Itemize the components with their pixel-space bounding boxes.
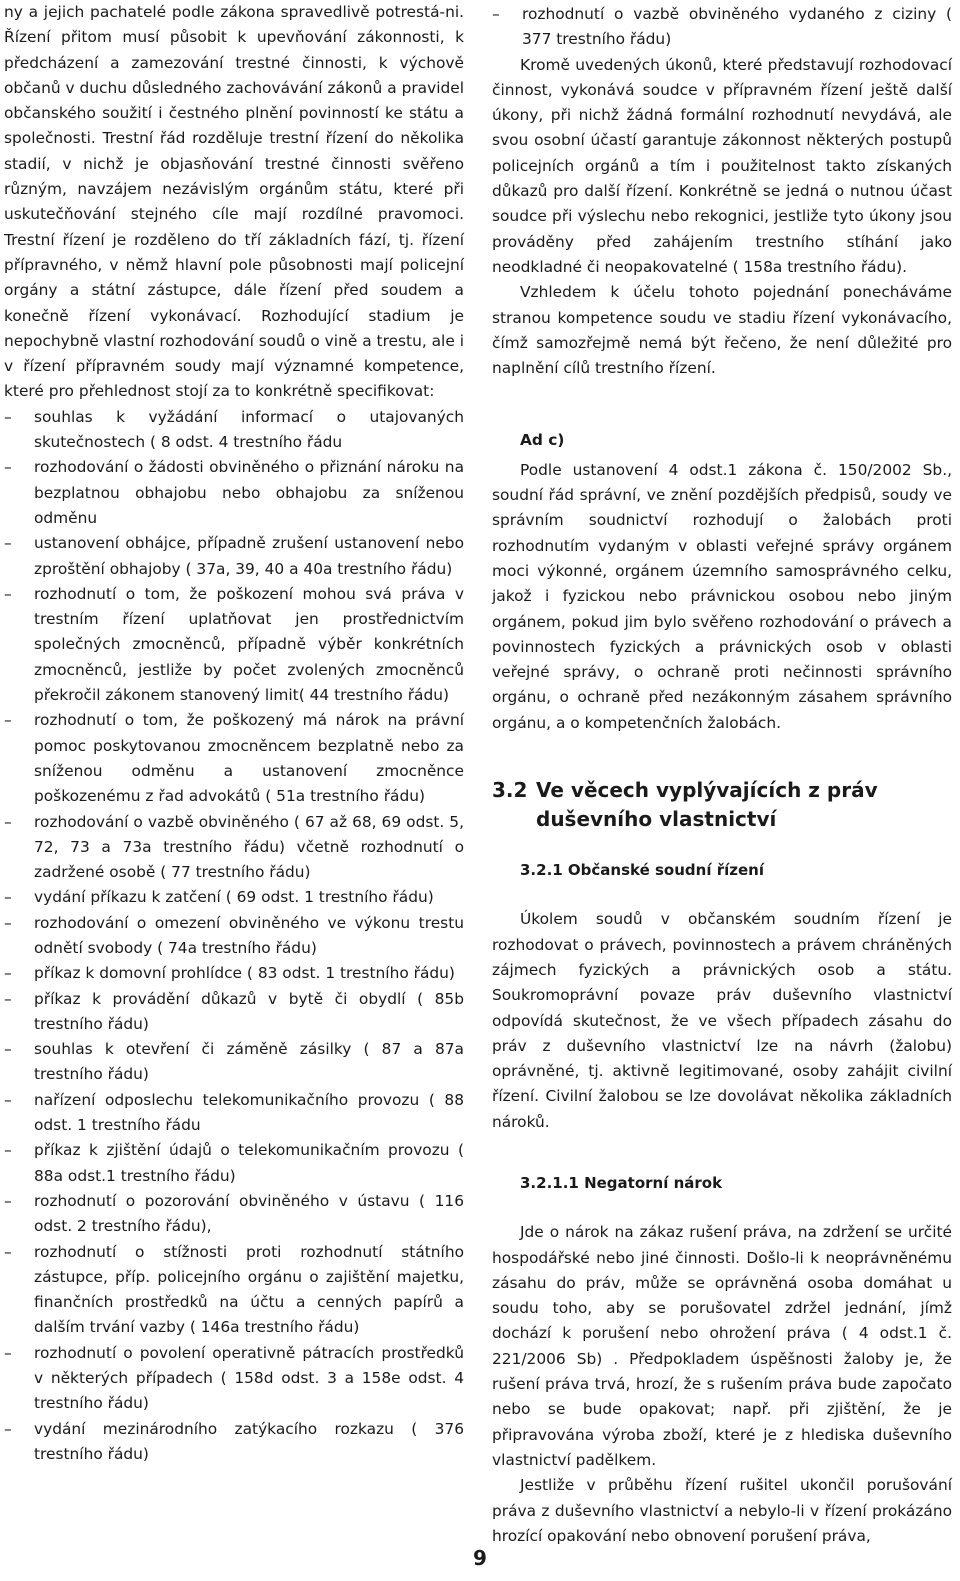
list-item: – rozhodnutí o tom, že poškozený má nárok na právní pomoc poskytovanou zmocněncem bezplatně nebo za sníženou odměnu a ustanovení zmocněnce poškozenému z řad advokátů ( 51a trestního řádu) [4,708,464,809]
list-item: – nařízení odposlechu telekomunikačního provozu ( 88 odst. 1 trestního řádu [4,1088,464,1139]
list-item: – souhlas k vyžádání informací o utajovaných skutečnostech ( 8 odst. 4 trestního řádu [4,405,464,456]
section-heading-3-2 [492,776,952,834]
paragraph-infringer-stopped: Jestliže v průběhu řízení rušitel ukončil porušování práva z duševního vlastnictví a nebylo-li v řízení prokázáno hrozící opakování nebo obnovení porušení práva, [492,1476,952,1545]
list-item: – rozhodnutí o vazbě obviněného vydaného z ciziny ( 377 trestního řádu) [492,2,952,53]
section-heading-3-2-1-1: 3.2.1.1 Negatorní nárok [520,1173,723,1192]
list-item: – rozhodnutí o tom, že poškození mohou svá práva v trestním řízení uplatňovat jen prostřednictvím společných zmocněnců, případně výběr konkrétních zmocněnců, jestliže by počet zvolených zmocněnců překročil zákonem stanovený limit( 44 trestního řádu) [4,582,464,708]
list-item: – rozhodování o žádosti obviněného o přiznání nároku na bezplatnou obhajobu nebo obhajobu za sníženou odměnu [4,455,464,531]
court-competences-list [4,405,464,1467]
left-column [4,0,464,1467]
list-item: – vydání příkazu k zatčení ( 69 odst. 1 trestního řádu) [4,885,464,910]
list-item: – rozhodnutí o pozorování obviněného v ústavu ( 116 odst. 2 trestního řádu), [4,1189,464,1240]
list-item: – souhlas k otevření či záměně zásilky ( 87 a 87a trestního řádu) [4,1037,464,1088]
paragraph-execution-stage: Vzhledem k účelu tohoto pojednání ponecháváme stranou kompetence soudu ve stadiu řízení vykonávacího, čímž samozřejmě nemá být řečeno, že není důležité pro naplnění cílů trestního řízení. [492,283,952,378]
list-item: – rozhodnutí o povolení operativně pátracích prostředků v některých případech ( 158d odst. 3 a 158e odst. 4 trestního řádu) [4,1341,464,1417]
list-item: – rozhodování o vazbě obviněného ( 67 až 68, 69 odst. 5, 72, 73 a 73a trestního řádu) včetně rozhodnutí o zadržené osobě ( 77 trestního řádu) [4,810,464,886]
list-item: – příkaz k domovní prohlídce ( 83 odst. 1 trestního řádu) [4,961,464,986]
section-number: 3.2 [492,778,528,803]
list-item: – rozhodnutí o stížnosti proti rozhodnutí státního zástupce, příp. policejního orgánu o zajištění majetku, finančních prostředků na účtu a cenných papírů a dalším trvání vazby ( 146a trestního řádu) [4,1240,464,1341]
list-item: – příkaz k provádění důkazů v bytě či obydlí ( 85b trestního řádu) [4,987,464,1038]
list-item: – rozhodování o omezení obviněného ve výkonu trestu odnětí svobody ( 74a trestního řádu) [4,911,464,962]
list-item: – vydání mezinárodního zatýkacího rozkazu ( 376 trestního řádu) [4,1417,464,1468]
heading-ad-c: Ad c) [520,431,565,450]
paragraph-non-decision-acts: Kromě uvedených úkonů, které představují rozhodovací činnost, vykonává soudce v přípravném řízení ještě další úkony, při nichž žádná formální rozhodnutí nevydává, ale svou osobní účastí garantuje zákonnost některých postupů policejních orgánů a tím i použitelnost takto získaných důkazů pro další řízení. Konkrétně se jedná o nutnou účast soudce při výslechu nebo rekognici, jestliže tyto úkony jsou prováděny před zahájením trestního stíhání jako neodkladné či neopakovatelné ( 158a trestního řádu). [492,55,952,276]
section-title: Ve věcech vyplývajících z práv duševního vlastnictví [536,778,878,832]
court-competences-list-continued [492,2,952,53]
paragraph-administrative-justice: Podle ustanovení 4 odst.1 zákona č. 150/2002 Sb., soudní řád správní, ve znění pozdějších předpisů, soudy ve správním soudnictví rozhodují o žalobách proti rozhodnutím vydaným v oblasti veřejné správy orgánem moci výkonné, orgánem územního samosprávného celku, jakož i fyzickou nebo právnickou osobou nebo jiným orgánem, pokud jim bylo svěřeno rozhodování o právech a povinnostech fyzických a právnických osob v oblasti veřejné správy, o ochraně proti nečinnosti správního orgánu, o ochraně před nezákonným zásahem správního orgánu, a o kompetenčních žalobách. [492,460,952,732]
paragraph-civil-proceedings: Úkolem soudů v občanském soudním řízení je rozhodovat o právech, povinnostech a právem chráněných zájmech fyzických a právnických osob a státu. Soukromoprávní povaze práv duševního vlastnictví odpovídá skutečnost, že ve všech případech zásahu do práv z duševního vlastnictví lze na návrh (žalobu) oprávněné, tj. aktivně legitimované, osoby zahájit civilní řízení. Civilní žalobou se lze dovolávat několika základních nároků. [492,910,952,1131]
list-item: – příkaz k zjištění údajů o telekomunikačním provozu ( 88a odst.1 trestního řádu) [4,1138,464,1189]
paragraph-negatory-claim: Jde o nárok na zákaz rušení práva, na zdržení se určité hospodářské nebo jiné činnosti. Došlo-li k neoprávněnému zásahu do práv, může se oprávněná osoba domáhat u soudu toho, aby se porušovatel zdržel jednání, jímž dochází k porušení nebo ohrožení práva ( 4 odst.1 č. 221/2006 Sb) . Předpokladem úspěšnosti žaloby je, že rušení práva trvá, hrozí, že s rušením práva bude započato nebo se bude opakovat; např. při zjištění, že je připravována výroba zboží, které je z hlediska duševního vlastnictví padělkem. [492,1223,952,1469]
intro-paragraph: ny a jejich pachatelé podle zákona spravedlivě potrestá-ni. Řízení přitom musí působit k upevňování zákonnosti, k předcházení a zamezování trestné činnosti, k výchově občanů v duchu důsledného zachovávání zákonů a pravidel občanského soužití i čestného plnění povinností ke státu a společnosti. Trestní řád rozděluje trestní řízení do několika stadií, v nichž je objasňování trestné činnosti svěřeno různým, navzájem nezávislým orgánům státu, které při uskutečňování stejného cíle mají rozdílné pravomoci. Trestní řízení je rozděleno do tří základních fází, tj. řízení přípravného, v němž hlavní pole působnosti mají policejní orgány a státní zástupce, dále řízení před soudem a konečně řízení vykonávací. Rozhodující stadium je nepochybně vlastní rozhodování soudů o vině a trestu, ale i v řízení přípravném soudy mají významné kompetence, které pro přehlednost stojí za to konkrétně specifikovat: [4,3,464,401]
section-heading-3-2-1: 3.2.1 Občanské soudní řízení [520,861,764,880]
page-number: 9 [473,1546,487,1570]
right-column [492,2,952,1549]
list-item: – ustanovení obhájce, případně zrušení ustanovení nebo zproštění obhajoby ( 37a, 39, 40 a 40a trestního řádu) [4,531,464,582]
